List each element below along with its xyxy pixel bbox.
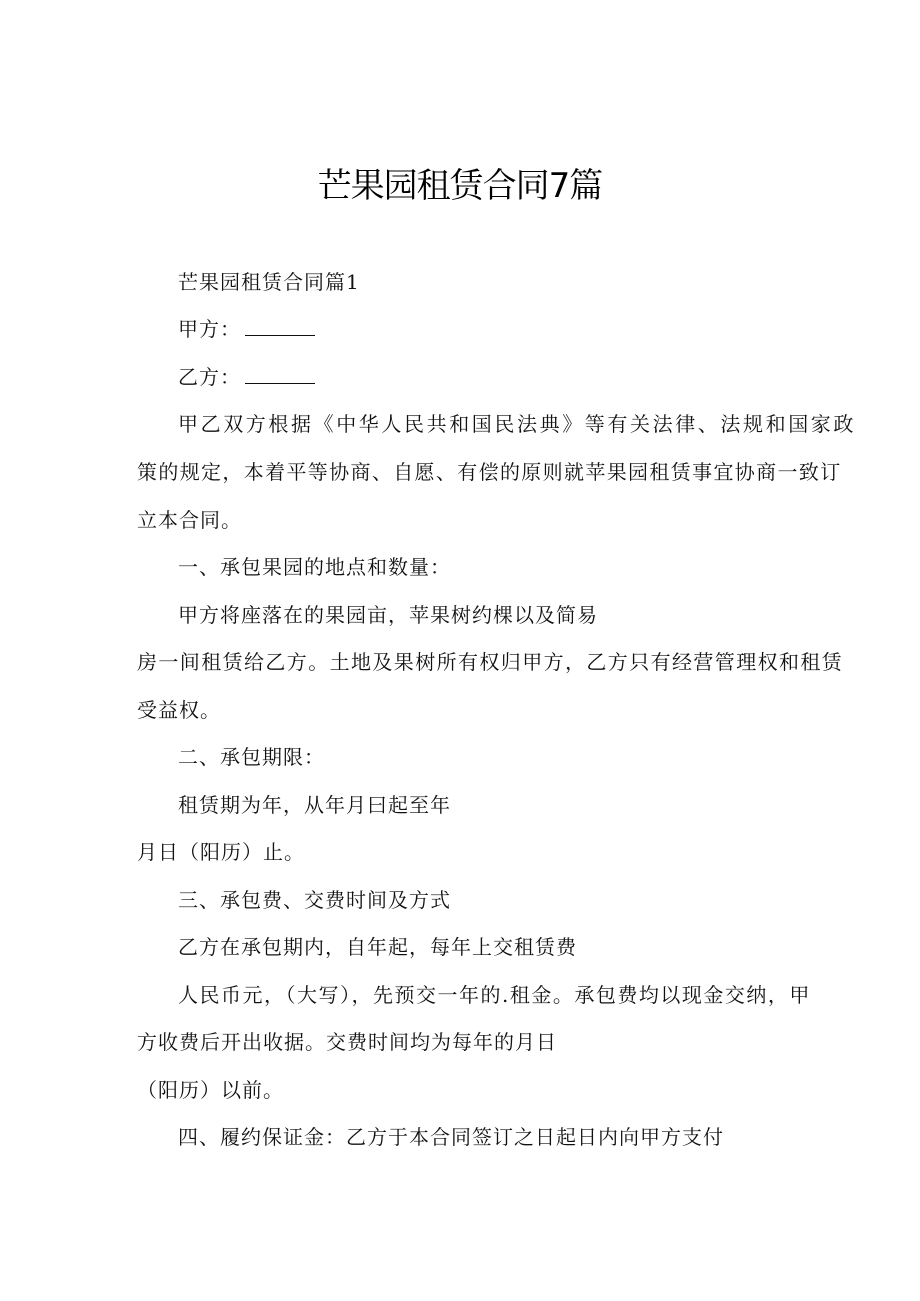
document-title: 芒果园租赁合同7篇 — [317, 166, 603, 206]
paragraph-line: 房一间租赁给乙方。土地及果树所有权归甲方，乙方只有经营管理权和租赁 — [137, 650, 844, 674]
paragraph-line: 月日（阳历）止。 — [137, 840, 305, 864]
party-a-line — [178, 315, 315, 343]
party-a-blank — [245, 315, 315, 336]
paragraph-line: 立本合同。 — [137, 508, 242, 532]
section-heading: 芒果园租赁合同篇1 — [178, 270, 360, 294]
paragraph-line: 策的规定，本着平等协商、自愿、有偿的原则就苹果园租赁事宜协商一致订 — [137, 460, 842, 484]
party-b-line — [178, 363, 315, 391]
clause-heading: 一、承包果园的地点和数量： — [178, 555, 451, 579]
paragraph-line: 方收费后开出收据。交费时间均为每年的月日 — [137, 1030, 557, 1054]
party-b-label: 乙方： — [178, 365, 241, 389]
party-b-blank — [245, 363, 315, 384]
paragraph-line: 人民币元，（大写），先预交一年的.租金。承包费均以现金交纳，甲 — [178, 983, 811, 1007]
clause-heading: 四、履约保证金：乙方于本合同签订之日起日内向甲方支付 — [178, 1125, 724, 1149]
paragraph-line: 租赁期为年，从年月曰起至年 — [178, 793, 451, 817]
clause-heading: 三、承包费、交费时间及方式 — [178, 888, 451, 912]
paragraph-line: 甲乙双方根据《中华人民共和国民法典》等有关法律、法规和国家政 — [178, 412, 856, 436]
clause-heading: 二、承包期限： — [178, 745, 325, 769]
party-a-label: 甲方： — [178, 317, 241, 341]
paragraph-line: 受益权。 — [137, 698, 221, 722]
paragraph-line: （阳历）以前。 — [137, 1078, 284, 1102]
paragraph-line: 甲方将座落在的果园亩，苹果树约棵以及简易 — [178, 603, 598, 627]
paragraph-line: 乙方在承包期内，自年起，每年上交租赁费 — [178, 935, 577, 959]
